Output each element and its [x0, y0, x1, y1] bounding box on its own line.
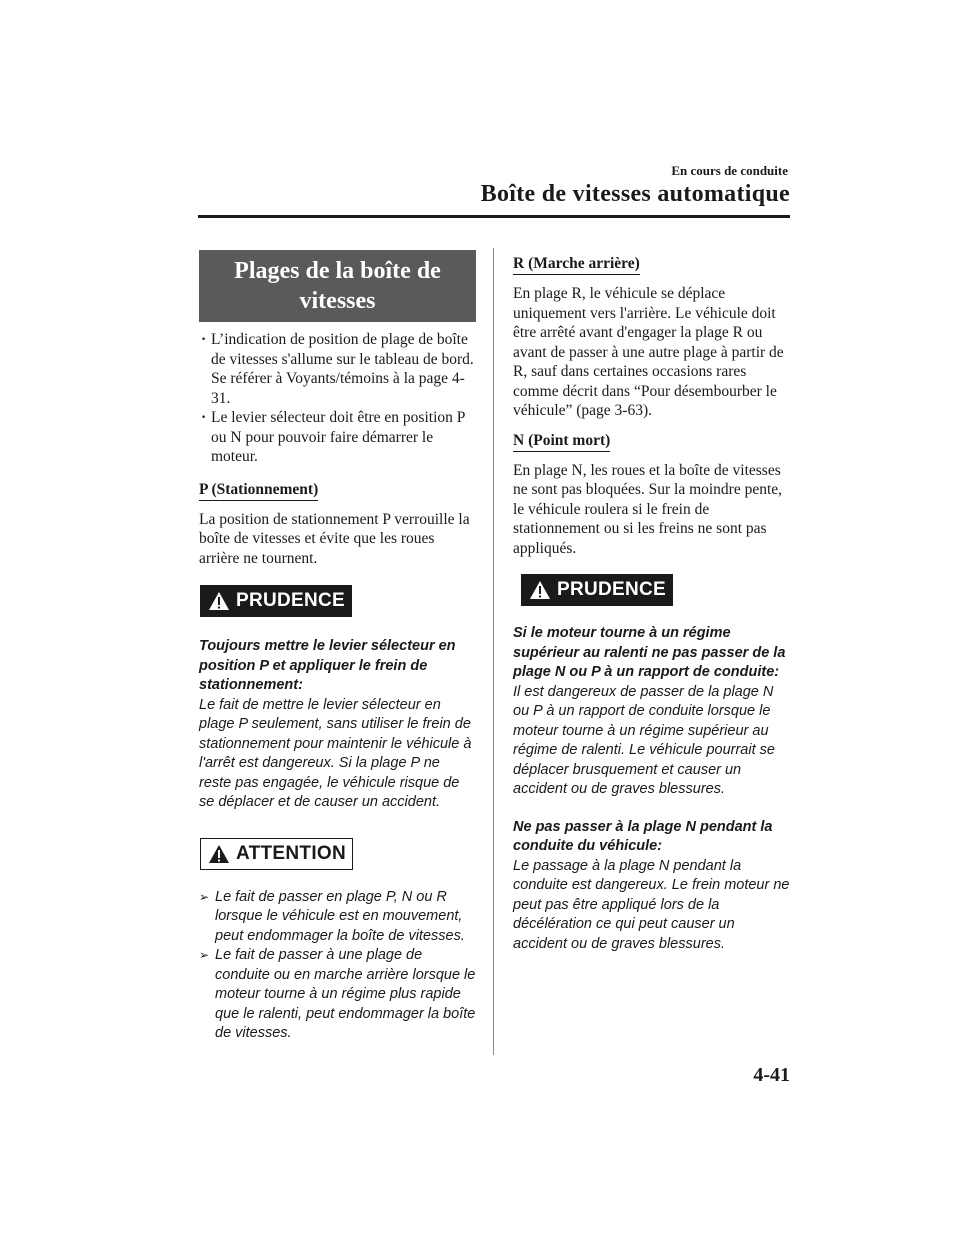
- n-text: En plage N, les roues et la boîte de vitesses ne sont pas bloquées. Sur la moindre pente, le véhicule roulera si le frein de stationnement ou si les freins ne sont pas appliqués.: [513, 461, 783, 557]
- bullet-reference: Se référer à Voyants/témoins à la page 4-31.: [211, 370, 465, 407]
- prudence-text: [199, 637, 476, 813]
- prudence-body: Il est dangereux de passer de la plage N ou P à un rapport de conduite lorsque le moteur tourne à un régime supérieur au régime de ralenti. Le véhicule pourrait se déplacer brusquement et causer un accident ou de graves blessures.: [513, 683, 775, 797]
- attention-list: [199, 888, 476, 1044]
- p-text: La position de stationnement P verrouille la boîte de vitesses et évite que les roues arrière ne tournent.: [199, 510, 470, 567]
- n-heading: N (Point mort): [513, 432, 610, 452]
- prudence-badge: [200, 585, 352, 617]
- header-section: En cours de conduite: [671, 163, 788, 178]
- prudence-title: Ne pas passer à la plage N pendant la conduite du véhicule:: [513, 818, 773, 854]
- warning-icon: [208, 844, 230, 864]
- r-text: En plage R, le véhicule se déplace uniquement vers l'arrière. Le véhicule doit être arrêté avant d'engager la plage R ou avant de passer à une autre plage à partir de R, sauf dans certaines occasions rares comme décrit dans “Pour désembourber le véhicule” (page 3-63).: [513, 285, 784, 419]
- prudence-body: Le fait de mettre le levier sélecteur en plage P seulement, sans utiliser le frein de stationnement pour maintenir le véhicule à l'arrêt est dangereux. Si la plage P ne reste pas engagée, le véhicule risque de se déplacer et de causer un accident.: [199, 696, 472, 810]
- prudence-text: [513, 624, 791, 800]
- section-banner: Plages de la boîte de vitesses: [199, 250, 476, 322]
- prudence-badge: [521, 574, 673, 606]
- attention-badge: [200, 838, 353, 870]
- r-heading: R (Marche arrière): [513, 255, 640, 275]
- warning-icon: [208, 591, 230, 611]
- prudence-body: Le passage à la plage N pendant la conduite est dangereux. Le frein moteur ne peut pas être appliqué lors de la décélération ce qui peut causer un accident ou de graves blessures.: [513, 857, 790, 952]
- p-heading: P (Stationnement): [199, 481, 318, 501]
- prudence-label: PRUDENCE: [557, 579, 667, 601]
- page-title: Boîte de vitesses automatique: [480, 181, 790, 207]
- list-item: ➢ Le fait de passer à une plage de conduite ou en marche arrière lorsque le moteur tourne à un régime plus rapide que le ralenti, peut endommager la boîte de vitesses.: [199, 946, 476, 1044]
- prudence-text: [513, 818, 791, 955]
- attention-label: ATTENTION: [236, 842, 347, 864]
- header-rule: [198, 215, 790, 218]
- prudence-label: PRUDENCE: [236, 590, 346, 612]
- bullet-text: L’indication de position de plage de boîte de vitesses s'allume sur le tableau de bord.: [211, 331, 474, 368]
- list-item: ➢ Le fait de passer en plage P, N ou R lorsque le véhicule est en mouvement, peut endommager la boîte de vitesses.: [199, 888, 476, 947]
- column-divider: [493, 248, 494, 1055]
- warning-icon: [529, 580, 551, 600]
- prudence-title: Si le moteur tourne à un régime supérieur au ralenti ne pas passer de la plage N ou P à un rapport de conduite:: [513, 625, 786, 680]
- prudence-title: Toujours mettre le levier sélecteur en position P et appliquer le frein de stationnement:: [199, 638, 456, 693]
- bullet-text: Le levier sélecteur doit être en position P ou N pour pouvoir faire démarrer le moteur.: [211, 409, 465, 465]
- right-column: [513, 250, 791, 954]
- bullet-list: [199, 330, 476, 467]
- list-item: [199, 330, 476, 408]
- left-column: [199, 250, 476, 1044]
- page-number: 4-41: [753, 1064, 790, 1086]
- list-item: [199, 408, 476, 467]
